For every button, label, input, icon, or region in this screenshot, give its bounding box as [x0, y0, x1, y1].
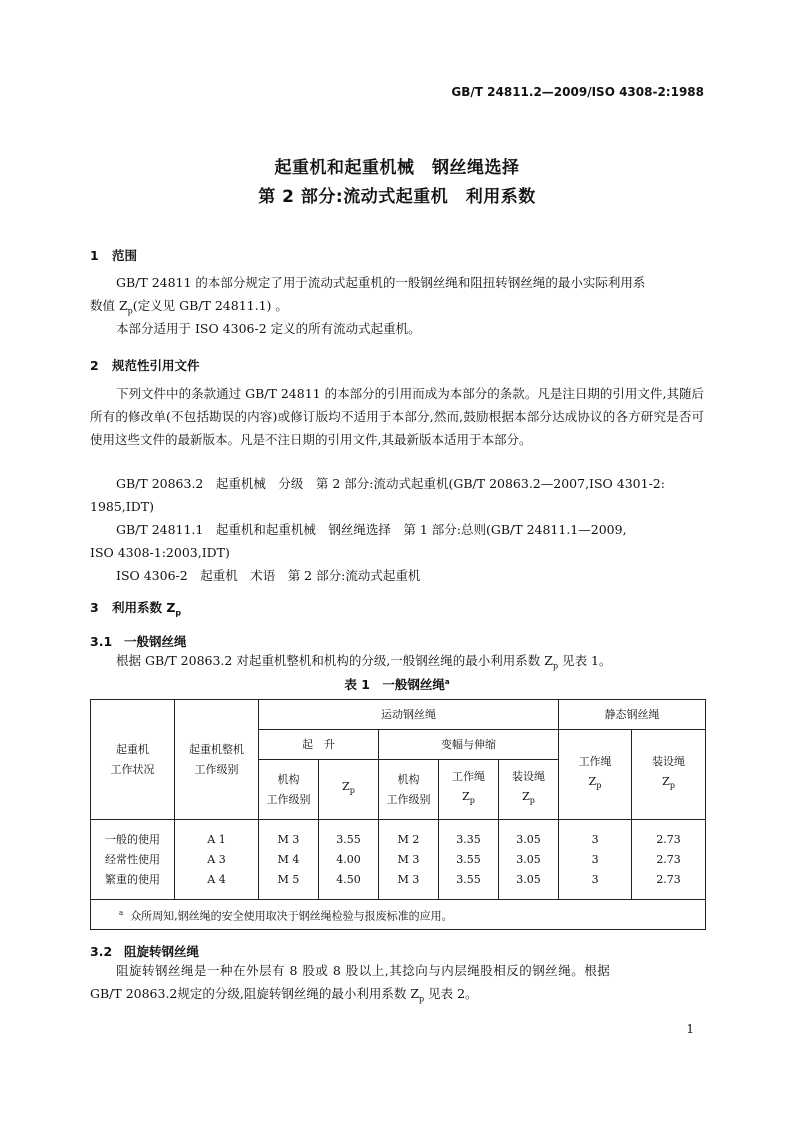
text-line: GB/T 24811 的本部分规定了用于流动式起重机的一般钢丝绳和阻扭转钢丝绳的最小实际利用系: [116, 275, 646, 290]
table-1-caption: 表 1 一般钢丝绳$^a$: [344, 677, 450, 692]
col-hoist-mechanism: M 3 M 4 M 5: [259, 820, 319, 900]
header-luffing-telescoping: 变幅与伸缩: [379, 730, 559, 760]
table-1: [90, 699, 706, 930]
section-2-heading: [90, 356, 200, 374]
reference-3: ISO 4306-2 起重机 术语 第 2 部分:流动式起重机: [116, 568, 421, 583]
col-luff-installation: 3.05 3.05 3.05: [499, 820, 559, 900]
header-luff-installation-rope: 装设绳 $Z_p$: [499, 760, 559, 820]
section-1-paragraph-2: 本部分适用于 ISO 4306-2 定义的所有流动式起重机。: [116, 321, 421, 336]
header-hoist-mechanism-class: 机构 工作级别: [259, 760, 319, 820]
table-footnote: $^a$ 众所周知,钢丝绳的安全使用取决于钢丝绳检验与报废标准的应用。: [91, 900, 706, 930]
col-work-state: 一般的使用 经常性使用 繁重的使用: [91, 820, 175, 900]
header-crane-class: 起重机整机 工作级别: [175, 700, 259, 820]
standard-number: GB/T 24811.2—2009/ISO 4308-2:1988: [451, 85, 704, 99]
section-title: 一般钢丝绳: [124, 634, 187, 649]
text-line: GB/T 20863.2 起重机械 分级 第 2 部分:流动式起重机(GB/T 20863.2—2007,ISO 4301-2:: [116, 476, 665, 491]
header-hoist-z: $Z_p$: [319, 760, 379, 820]
section-3-2-paragraph: [90, 959, 704, 1011]
text-line: 数值 $Z_p$(定义见 GB/T 24811.1) 。: [90, 298, 288, 316]
section-1-heading: [90, 246, 137, 264]
header-luff-mechanism-class: 机构 工作级别: [379, 760, 439, 820]
section-title: 阻旋转钢丝绳: [124, 944, 200, 959]
header-running-ropes: 运动钢丝绳: [259, 700, 559, 730]
header-static-ropes: 静态钢丝绳: [559, 700, 706, 730]
header-static-working-rope: 工作绳 $Z_p$: [559, 730, 632, 820]
col-luff-working: 3.35 3.55 3.55: [439, 820, 499, 900]
table-data-rows: [91, 820, 706, 900]
reference-2: [90, 518, 704, 564]
header-work-state: 起重机 工作状况: [91, 700, 175, 820]
section-3-1-paragraph: 根据 GB/T 20863.2 对起重机整机和机构的分级,一般钢丝绳的最小利用系数 $Z_p$ 见表 1。: [116, 653, 612, 671]
text-line: GB/T 20863.2规定的分级,阻旋转钢丝绳的最小利用系数 $Z_p$ 见表 2。: [90, 986, 478, 1004]
document-title-line2: 第 2 部分:流动式起重机 利用系数: [258, 187, 536, 207]
subscript: p: [175, 608, 182, 618]
section-number: 3.2: [90, 944, 113, 959]
section-3-1-heading: [90, 632, 187, 650]
reference-1: [90, 472, 704, 518]
document-title-line1: 起重机和起重机械 钢丝绳选择: [274, 158, 520, 178]
text-line: GB/T 24811.1 起重机和起重机械 钢丝绳选择 第 1 部分:总则(GB/T 24811.1—2009,: [116, 522, 627, 537]
section-title: 规范性引用文件: [112, 358, 200, 373]
page-number: 1: [686, 1022, 694, 1036]
col-static-working: 3 3 3: [559, 820, 632, 900]
text-line: 阻旋转钢丝绳是一种在外层有 8 股或 8 股以上,其捻向与内层绳股相反的钢丝绳。根据: [116, 963, 611, 978]
col-static-installation: 2.73 2.73 2.73: [632, 820, 706, 900]
header-static-installation-rope: 装设绳 $Z_p$: [632, 730, 706, 820]
col-hoist-z: 3.55 4.00 4.50: [319, 820, 379, 900]
section-3-heading: [90, 598, 181, 618]
section-number: 2: [90, 358, 99, 373]
section-1-paragraph-1: [90, 271, 704, 323]
section-title: 范围: [112, 248, 138, 263]
section-number: 3: [90, 600, 99, 615]
section-2-paragraph: 下列文件中的条款通过 GB/T 24811 的本部分的引用而成为本部分的条款。凡是注日期的引用文件,其随后所有的修改单(不包括勘误的内容)或修订版均不适用于本部分,然而,鼓励根据本部分达成协议的各方研究是否可使用这些文件的最新版本。凡是不注日期的引用文件,其最新版本适用于本部分。: [90, 386, 704, 447]
section-title: 利用系数 Z: [112, 600, 176, 615]
text-line: ISO 4308-1:2003,IDT): [90, 545, 230, 560]
col-luff-mechanism: M 2 M 3 M 3: [379, 820, 439, 900]
text-line: 1985,IDT): [90, 499, 154, 514]
section-number: 1: [90, 248, 99, 263]
header-luff-working-rope: 工作绳 $Z_p$: [439, 760, 499, 820]
header-hoisting: 起 升: [259, 730, 379, 760]
section-3-2-heading: [90, 942, 199, 960]
col-crane-class: A 1 A 3 A 4: [175, 820, 259, 900]
section-number: 3.1: [90, 634, 113, 649]
